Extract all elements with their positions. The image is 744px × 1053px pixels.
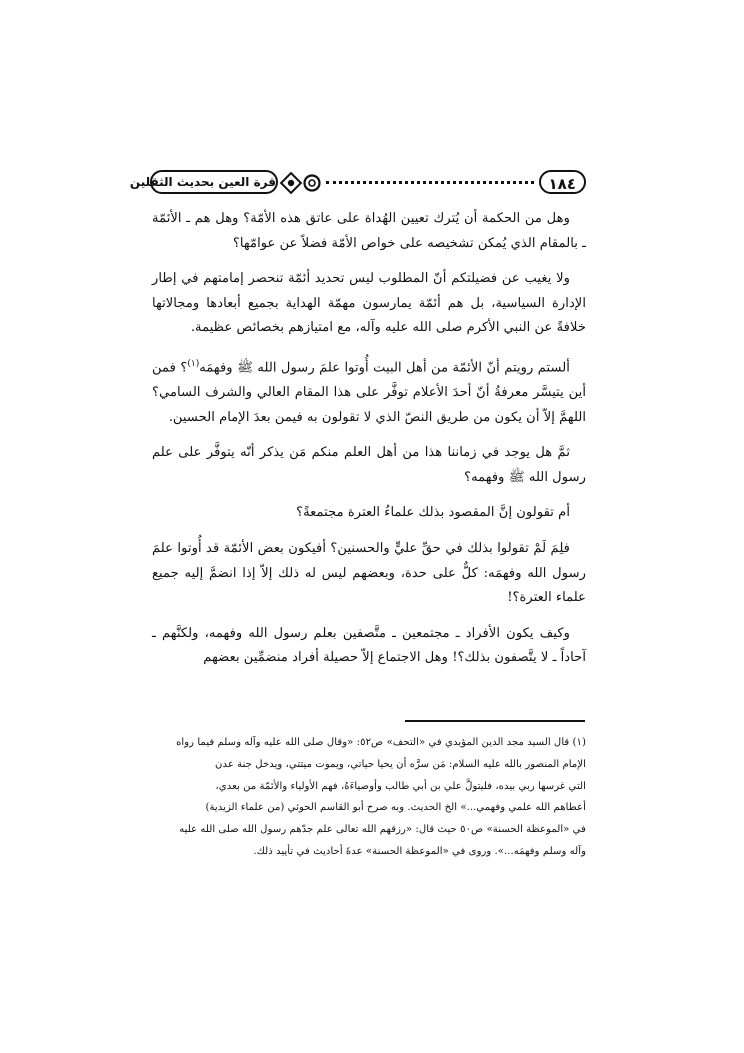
- footnote-line: الإمام المنصور بالله عليه السلام: مَن سرَّه أن يحيا حياتي، ويموت ميتتي، ويدخل جنة عدن: [215, 758, 586, 770]
- paragraph: وكيف يكون الأفراد ـ مجتمعين ـ متَّصفين بعلم رسول الله وفهمه، ولكنَّهم ـ آحاداً ـ لا يتَّصفون بذلك؟! وهل الاجتماع إلاّ حصيلة أفراد منضمِّين بعضهم: [152, 625, 586, 666]
- footnote-line: التي غرسها ربي بيده، فليتولَّ علي بن أبي طالب وأوصياءَهُ، فهم الأولياء والأئمّة من بعدي،: [215, 780, 586, 792]
- paragraph: وهل من الحكمة أن يُترك تعيين الهُداة على عاتق هذه الأمّة؟ وهل هم ـ الأئمّة ـ بالمقام الذي يُمكن تشخيصه على خواص الأمّة فضلاً عن عوامّها؟: [152, 211, 586, 251]
- ornament-icon: [280, 172, 302, 194]
- paragraph-text: ؟ فمن أين يتيسَّر معرفةُ أنّ أحدَ الأعلام توفَّر على هذا المقام العالي والشرف السامي؟ اللهمَّ إلاّ أن يكون من طريق النصّ الذي لا تقولون به فيمن بعدَ الإمام الحسين.: [152, 360, 586, 425]
- paragraph: ثمَّ هل يوجد في زماننا هذا من أهل العلم منكم مَن يذكر أنّه يتوفَّر على علم رسول الله ﷺ وفهمه؟: [152, 445, 586, 485]
- paragraph: أم تقولون إنَّ المقصود بذلك علماءُ العترة مجتمعةً؟: [296, 505, 570, 521]
- paragraph: ولا يغيب عن فضيلتكم أنّ المطلوب ليس تحديد أئمّة تنحصر إمامتهم في إطار الإدارة السياسية، بل هم أئمّة يمارسون مهمّة الهداية بجميع أبعادها ومجالاتها خلافةً عن النبي الأكرم صلى الله عليه وآله، مع امتيازهم بخصائص عظيمة.: [152, 271, 586, 336]
- book-title-badge: قرة العين بحديث الثقلين: [150, 170, 278, 194]
- footnote-line: وآله وسلم وفهمَه...». وروى في «الموعظة الحسنة» عدةَ أحاديث في تأييد ذلك.: [253, 845, 586, 857]
- page-number-badge: ١٨٤: [539, 170, 586, 194]
- body-text: [152, 207, 586, 671]
- ornament-icon: [301, 172, 323, 194]
- running-header: [129, 168, 586, 198]
- footnote-line: (١) قال السيد مجد الدين المؤيدي في «التحف» ص٥٢: «وقال صلى الله عليه وآله وسلم فيما رواه: [176, 737, 586, 748]
- footnote-separator: [405, 720, 585, 722]
- paragraph-text: ألستم رويتم أنّ الأئمّة من أهل البيت أُوتوا علمَ رسول الله ﷺ وفهمَه: [199, 360, 570, 376]
- footnote-marker: (١): [187, 358, 200, 369]
- header-dotted-rule: [326, 181, 534, 184]
- paragraph: فلِمَ لَمْ تقولوا بذلك في حقِّ عليٍّ والحسنين؟ أفيكون بعض الأئمّة قد أُوتوا علمَ رسول الله وفهمَه: كلٌّ على حدة، وبعضهم ليس له ذلك إلاّ إذا انضمَّ إليه جميع علماء العترة؟!: [152, 540, 586, 606]
- paragraph-with-footnote: [152, 352, 586, 430]
- footnote-line: في «الموعظة الحسنة» ص٥٠ حيث قال: «رزقهم الله تعالى علم جدّهم رسول الله صلى الله عليه: [179, 824, 586, 836]
- footnote: [152, 732, 586, 863]
- footnote-line: أعطاهم الله علمي وفهمي...» الخ الحديث. وبه صرح أبو القاسم الحوثي (من علماء الزيدية): [205, 802, 586, 814]
